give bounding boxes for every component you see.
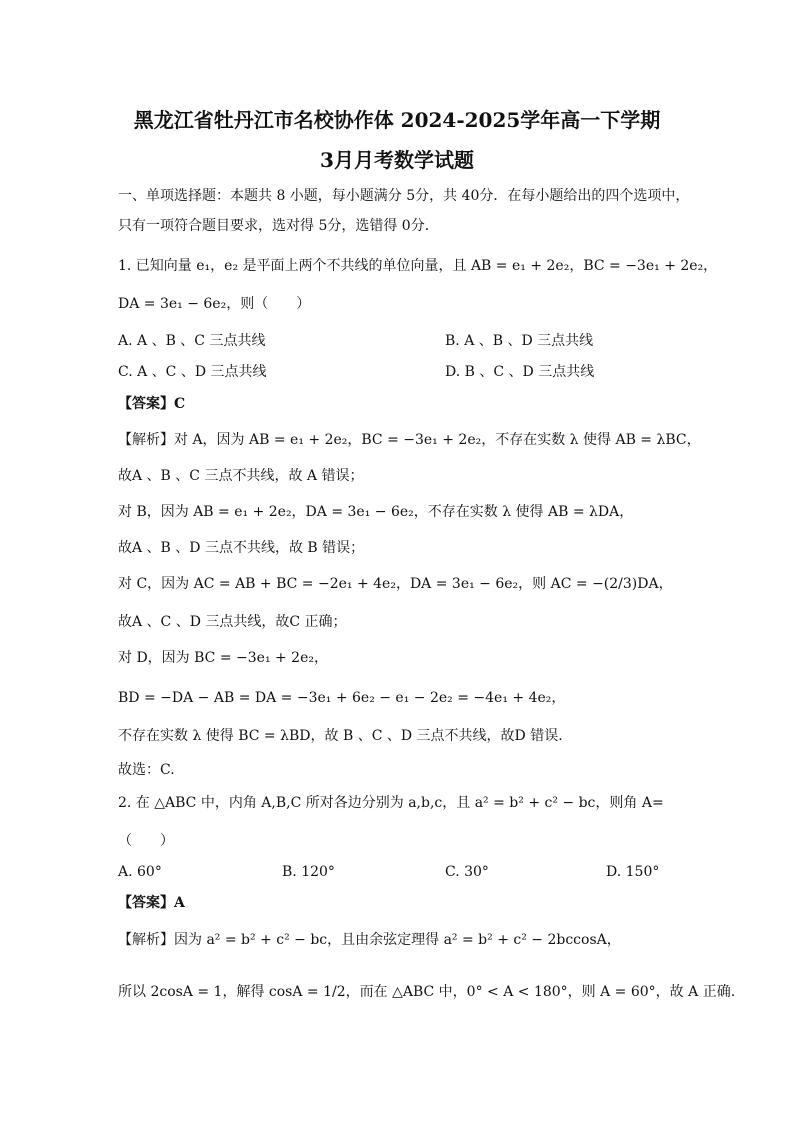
q1-stem-line2: DA = 3e₁ − 6e₂，则（ ） <box>118 296 311 312</box>
q1-analysis-line: 【解析】对 A，因为 AB = e₁ + 2e₂，BC = −3e₁ + 2e₂，不存在实数 λ 使得 AB = λBC， <box>118 432 701 448</box>
q1-analysis-line: 故A 、B 、C 三点不共线，故 A 错误； <box>118 468 364 484</box>
q1-option-b: B. A 、B 、D 三点共线 <box>445 333 594 349</box>
q1-analysis-line: 对 B，因为 AB = e₁ + 2e₂，DA = 3e₁ − 6e₂，不存在实数 λ 使得 AB = λDA， <box>118 504 634 520</box>
q1-answer: 【答案】C <box>118 396 186 412</box>
doc-title-line2: 3月月考数学试题 <box>320 148 474 172</box>
q1-analysis-line: 不存在实数 λ 使得 BC = λBD，故 B 、C 、D 三点不共线，故D 错误. <box>118 728 563 744</box>
q1-analysis-line: 对 C，因为 AC = AB + BC = −2e₁ + 4e₂，DA = 3e₁ − 6e₂，则 AC = −(2/3)DA， <box>118 576 673 592</box>
doc-title-line1: 黑龙江省牡丹江市名校协作体 2024-2025学年高一下学期 <box>133 108 661 132</box>
q2-option-d: D. 150° <box>606 864 660 880</box>
q2-stem-line2: （ ） <box>118 833 174 849</box>
q1-analysis-line: 故选：C. <box>118 762 175 778</box>
q1-option-d: D. B 、C 、D 三点共线 <box>445 364 595 380</box>
q1-analysis-line: 对 D，因为 BC = −3e₁ + 2e₂， <box>118 650 328 666</box>
q1-option-a: A. A 、B 、C 三点共线 <box>118 333 266 349</box>
q1-stem-line1: 1. 已知向量 e₁，e₂ 是平面上两个不共线的单位向量，且 AB = e₁ + 2e₂，BC = −3e₁ + 2e₂， <box>118 258 718 274</box>
q1-option-c: C. A 、C 、D 三点共线 <box>118 364 267 380</box>
q2-analysis-line2: 所以 2cosA = 1，解得 cosA = 1/2，而在 △ABC 中，0° < A < 180°，则 A = 60°，故 A 正确. <box>118 984 736 1000</box>
q1-analysis-line: BD = −DA − AB = DA = −3e₁ + 6e₂ − e₁ − 2e₂ = −4e₁ + 4e₂， <box>118 690 566 706</box>
q2-option-a: A. 60° <box>118 864 162 880</box>
q2-stem-line1: 2. 在 △ABC 中，内角 A,B,C 所对各边分别为 a,b,c，且 a² = b² + c² − bc，则角 A= <box>118 795 664 811</box>
section-intro-2: 只有一项符合题目要求，选对得 5分，选错得 0分． <box>118 218 439 234</box>
q2-option-c: C. 30° <box>445 864 489 880</box>
q2-analysis-line1: 【解析】因为 a² = b² + c² − bc，且由余弦定理得 a² = b² + c² − 2bccosA， <box>118 932 621 948</box>
q1-analysis-line: 故A 、B 、D 三点不共线，故 B 错误； <box>118 540 365 556</box>
q2-answer: 【答案】A <box>118 895 185 911</box>
q2-option-b: B. 120° <box>282 864 335 880</box>
q1-analysis-line: 故A 、C 、D 三点共线，故C 正确； <box>118 614 347 630</box>
section-intro-1: 一、单项选择题：本题共 8 小题，每小题满分 5分，共 40分．在每小题给出的四个选项中， <box>118 188 690 204</box>
